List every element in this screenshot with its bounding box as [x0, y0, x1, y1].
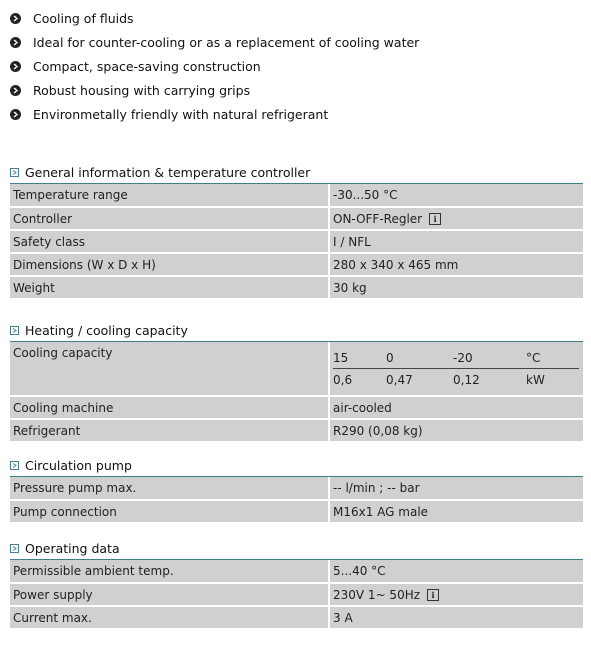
- heating-table: [10, 342, 583, 443]
- feature-item: Cooling of fluids: [10, 6, 419, 30]
- section-header-operating[interactable]: Operating data: [10, 538, 583, 560]
- chevron-right-bullet-icon: [10, 13, 21, 24]
- section-heating: [10, 320, 583, 443]
- chevron-right-bullet-icon: [10, 61, 21, 72]
- table-row: Refrigerant R290 (0,08 kg): [10, 419, 583, 442]
- capacity-grid: [333, 347, 579, 390]
- table-row: Current max. 3 A: [10, 606, 583, 629]
- table-row: Controller ON-OFF-Regler i: [10, 207, 583, 230]
- feature-item: Environmetally friendly with natural refrigerant: [10, 102, 419, 126]
- section-operating: [10, 538, 583, 630]
- feature-list: [10, 6, 419, 126]
- expand-arrow-icon: [10, 544, 19, 553]
- chevron-right-bullet-icon: [10, 109, 21, 120]
- table-row: Weight 30 kg: [10, 276, 583, 299]
- capacity-temps-row: 15 0 -20 °C: [333, 350, 541, 365]
- info-icon[interactable]: i: [427, 589, 439, 601]
- section-header-general[interactable]: General information & temperature controller: [10, 162, 583, 184]
- chevron-right-bullet-icon: [10, 37, 21, 48]
- info-icon[interactable]: i: [429, 213, 441, 225]
- section-header-pump[interactable]: Circulation pump: [10, 455, 583, 477]
- table-row: Dimensions (W x D x H) 280 x 340 x 465 mm: [10, 253, 583, 276]
- table-row: Permissible ambient temp. 5...40 °C: [10, 560, 583, 583]
- pump-table: [10, 477, 583, 524]
- section-general: [10, 162, 583, 300]
- feature-item: Robust housing with carrying grips: [10, 78, 419, 102]
- capacity-values-row: 0,6 0,47 0,12 kW: [333, 372, 545, 387]
- section-header-heating[interactable]: Heating / cooling capacity: [10, 320, 583, 342]
- table-row: Pressure pump max. -- l/min ; -- bar: [10, 477, 583, 500]
- general-table: [10, 184, 583, 300]
- table-row: Cooling machine air-cooled: [10, 396, 583, 419]
- feature-item: Ideal for counter-cooling or as a replacement of cooling water: [10, 30, 419, 54]
- table-row: Temperature range -30...50 °C: [10, 184, 583, 207]
- section-pump: [10, 455, 583, 524]
- expand-arrow-icon: [10, 326, 19, 335]
- table-row: Safety class I / NFL: [10, 230, 583, 253]
- table-row: Cooling capacity 15 0 -20 °C 0,6 0,47 0,12 kW: [10, 342, 583, 396]
- table-row: Pump connection M16x1 AG male: [10, 500, 583, 523]
- operating-table: [10, 560, 583, 630]
- chevron-right-bullet-icon: [10, 85, 21, 96]
- expand-arrow-icon: [10, 461, 19, 470]
- table-row: Power supply 230V 1~ 50Hz i: [10, 583, 583, 606]
- feature-item: Compact, space-saving construction: [10, 54, 419, 78]
- expand-arrow-icon: [10, 168, 19, 177]
